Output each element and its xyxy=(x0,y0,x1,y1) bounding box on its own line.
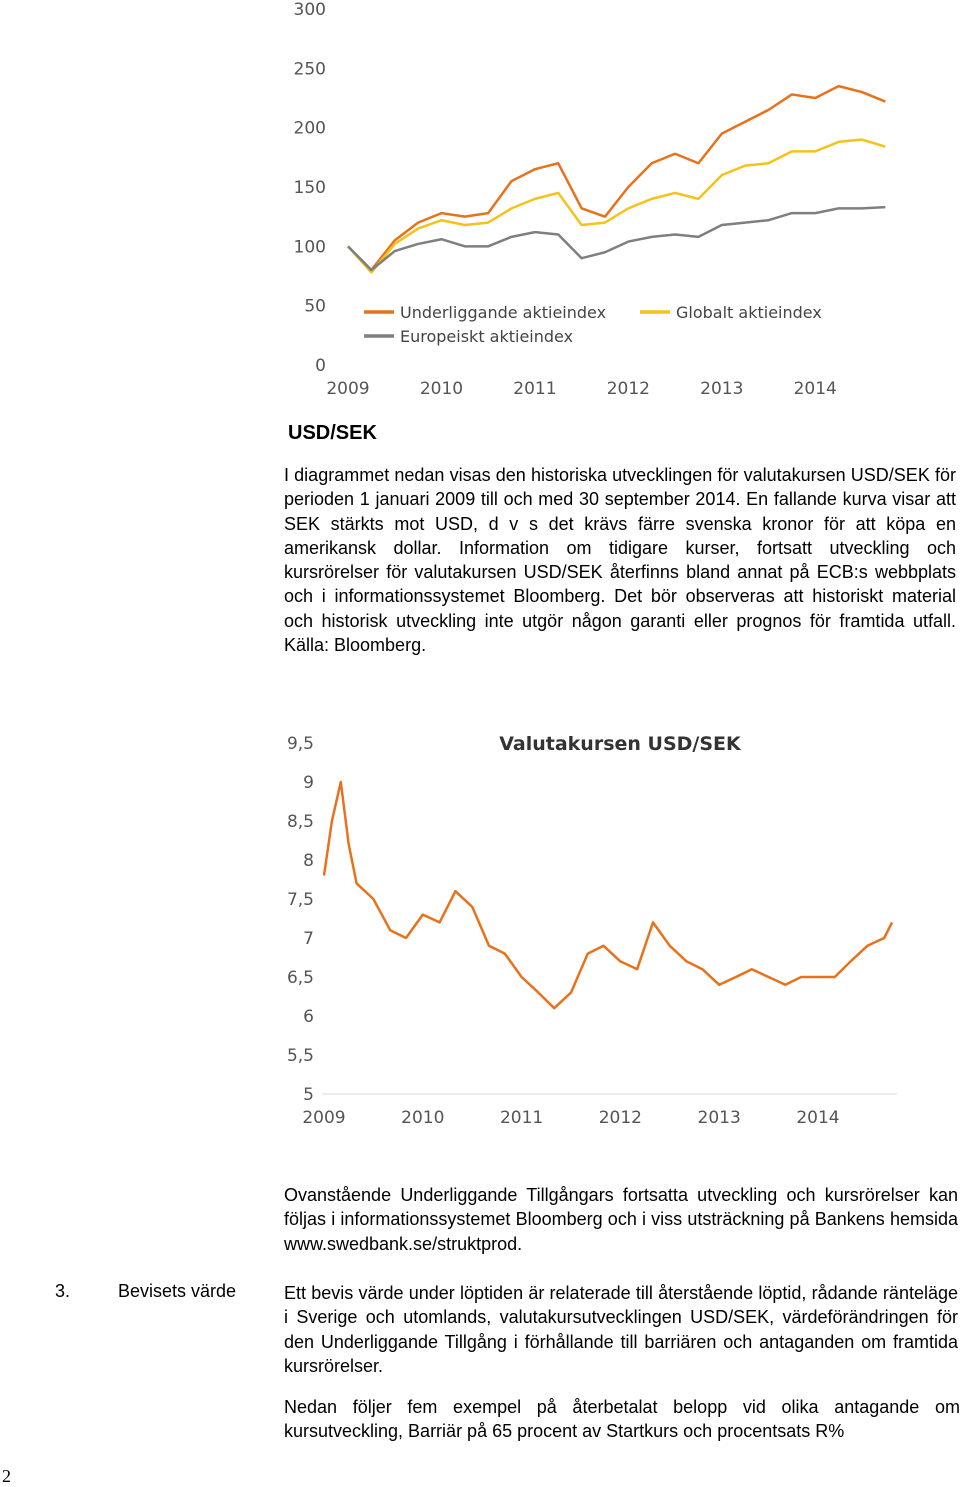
legend-label: Europeiskt aktieindex xyxy=(400,327,574,346)
bloomberg-followup-paragraph: Ovanstående Underliggande Tillgångars fortsatta utveckling och kursrörelser kan följas i informationssystemet Bloomberg och i viss utsträckning på Bankens hemsida www.swedbank.se/struktprod. xyxy=(284,1185,958,1254)
y-tick-label: 8,5 xyxy=(286,812,314,832)
section3-paragraph-2: Nedan följer fem exempel på återbetalat belopp vid olika antagande om kursutveckling, Barriär på 65 procent av Startkurs och procentsats R% xyxy=(284,1397,960,1442)
y-tick-label: 250 xyxy=(293,59,326,80)
x-tick-label: 2010 xyxy=(419,379,464,399)
index-performance-chart xyxy=(280,0,900,405)
legend-label: Globalt aktieindex xyxy=(676,303,822,322)
series-line xyxy=(348,140,885,273)
x-tick-label: 2012 xyxy=(606,379,650,399)
usd-sek-chart xyxy=(280,725,905,1135)
page-number: 2 xyxy=(2,1466,11,1486)
y-tick-label: 8 xyxy=(303,851,314,871)
y-tick-label: 200 xyxy=(293,118,326,139)
y-tick-label: 50 xyxy=(304,296,326,317)
section-heading-usd-sek: USD/SEK xyxy=(288,422,377,444)
y-tick-label: 150 xyxy=(293,178,326,198)
x-tick-label: 2009 xyxy=(326,379,370,399)
y-tick-label: 7,5 xyxy=(286,890,314,910)
y-tick-label: 9 xyxy=(303,773,314,793)
y-tick-label: 300 xyxy=(293,0,326,20)
y-tick-label: 0 xyxy=(315,356,326,376)
y-tick-label: 6 xyxy=(303,1007,314,1027)
usd-sek-line xyxy=(324,782,892,1008)
x-tick-label: 2009 xyxy=(302,1108,346,1128)
legend-label: Underliggande aktieindex xyxy=(400,303,607,322)
x-tick-label: 2013 xyxy=(697,1108,741,1128)
y-tick-label: 6,5 xyxy=(286,968,314,988)
usd-sek-description: I diagrammet nedan visas den historiska utvecklingen för valutakursen USD/SEK för perioden 1 januari 2009 till och med 30 september 2014. En fallande kurva visar att SEK stärkts mot USD, d v s det krävs färre svenska kronor för att köpa en amerikansk dollar. Information om tidigare kurser, fortsatt utveckling och kursrörelser för valutakursen USD/SEK återfinns bland annat på ECB:s webbplats och i informationssystemet Bloomberg. Det bör observeras att historiskt material och historisk utveckling inte utgör någon garanti eller prognos för framtida utfall. Källa: Bloomberg. xyxy=(284,465,956,656)
y-tick-label: 7 xyxy=(303,929,314,949)
section3-paragraph-1: Ett bevis värde under löptiden är relaterade till återstående löptid, rådande ränteläge i Sverige och utomlands, valutakursutvecklingen USD/SEK, värdeförändringen för den Underliggande Tillgång i förhållande till barriären och antaganden om framtida kursrörelser. xyxy=(284,1283,958,1376)
x-tick-label: 2014 xyxy=(796,1108,840,1128)
x-tick-label: 2010 xyxy=(401,1108,445,1128)
y-tick-label: 5,5 xyxy=(286,1046,314,1066)
y-tick-label: 100 xyxy=(293,237,326,258)
section-number: 3. xyxy=(55,1281,71,1301)
section-title: Bevisets värde xyxy=(118,1281,237,1301)
y-tick-label: 9,5 xyxy=(286,734,314,754)
x-tick-label: 2011 xyxy=(513,379,557,399)
chart-title: Valutakursen USD/SEK xyxy=(499,733,741,755)
x-tick-label: 2012 xyxy=(598,1108,643,1128)
x-tick-label: 2014 xyxy=(793,379,837,399)
x-tick-label: 2011 xyxy=(499,1108,544,1128)
x-tick-label: 2013 xyxy=(700,379,744,399)
y-tick-label: 5 xyxy=(303,1085,314,1105)
